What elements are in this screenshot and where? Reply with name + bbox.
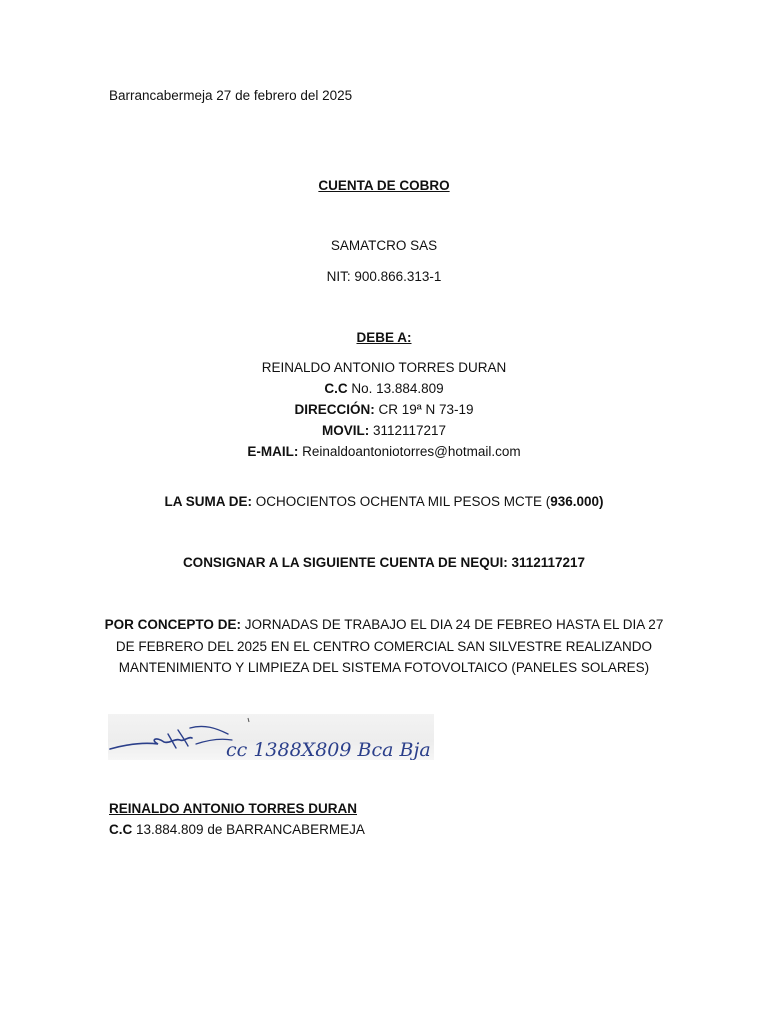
creditor-cc [0,380,768,397]
company-nit: NIT: 900.866.313-1 [326,269,442,284]
signature-image [108,714,434,760]
amount-text: OCHOCIENTOS OCHENTA MIL PESOS MCTE ( [251,494,551,509]
company-name: SAMATCRO SAS [330,238,438,253]
signer-cc-value: 13.884.809 de BARRANCABERMEJA [132,822,365,837]
handwritten-signature [108,714,434,760]
cc-label: C.C [324,381,348,396]
amount-label: LA SUMA DE: [164,494,252,509]
phone-value: 3112117217 [369,423,447,438]
creditor-phone [0,422,768,439]
concept-label: POR CONCEPTO DE: [104,617,241,632]
date-line: Barrancabermeja 27 de febrero del 2025 [109,88,353,103]
cc-value: No. 13.884.809 [347,381,444,396]
debe-a-heading: DEBE A: [356,330,412,345]
email-label: E-MAIL: [247,444,299,459]
signer-name: REINALDO ANTONIO TORRES DURAN [109,801,358,816]
address-label: DIRECCIÓN: [294,402,375,417]
concept-paragraph [100,614,668,679]
document-title: CUENTA DE COBRO [318,178,450,193]
email-value: Reinaldoantoniotorres@hotmail.com [298,444,521,459]
signer-cc-label: C.C [109,822,133,837]
concept-text: JORNADAS DE TRABAJO EL DIA 24 DE FEBREO HASTA EL DIA 27 DE FEBRERO DEL 2025 EN EL CENTRO COMERCIAL SAN SILVESTRE REALIZANDO MANTENIMIENTO Y LIMPIEZA DEL SISTEMA FOTOVOLTAICO (PANELES SOLARES) [115,617,664,675]
amount-line [0,493,768,510]
signer-cc [109,821,365,838]
signature-handwritten-text: cc 1388X809 Bca Bja [226,739,431,760]
amount-value: 936.000) [550,494,604,509]
consignment-line: CONSIGNAR A LA SIGUIENTE CUENTA DE NEQUI: 3112117217 [182,555,586,570]
phone-label: MOVIL: [321,423,370,438]
creditor-name: REINALDO ANTONIO TORRES DURAN [261,360,507,375]
address-value: CR 19ª N 73-19 [374,402,474,417]
creditor-address [0,401,768,418]
creditor-email [0,443,768,460]
